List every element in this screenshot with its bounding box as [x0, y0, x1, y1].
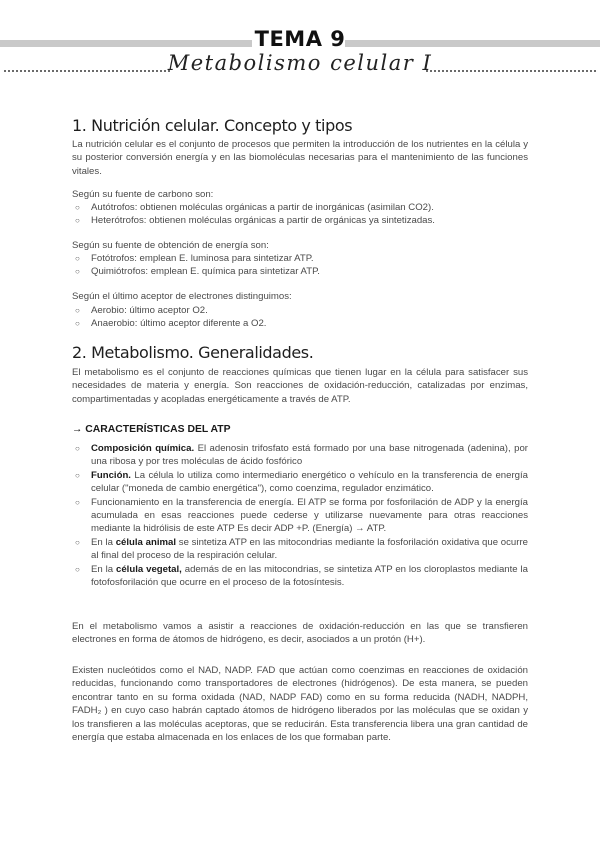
list-item: ○ En la célula animal se sintetiza ATP en las mitocondrias mediante la fosforilación oxidativa que ocurre al final del proceso de la respiración celular.: [75, 536, 528, 562]
redox-paragraph: En el metabolismo vamos a asistir a reacciones de oxidación-reducción en las que se transfieren electrones en forma de átomos de hidrógeno, es decir, asociados a un protón (H+).: [72, 621, 528, 646]
list-item: ○ Funcionamiento en la transferencia de energía. El ATP se forma por fosforilación de ADP y la energía acumulada en esas reacciones puede cederse y utilizarse nuevamente para otras reacciones mediante la hidrólisis de este ATP Es decir ADP +P. (Energía) → ATP.: [75, 496, 528, 535]
section1-intro: La nutrición celular es el conjunto de procesos que permiten la introducción de los nutrientes en la célula y su posterior conversión energía y en las biomoléculas necesarias para el mantenimiento de las funciones vitales.: [72, 139, 528, 177]
bullet-icon: ○: [75, 306, 80, 315]
bullet-icon: ○: [75, 537, 80, 547]
list-item: ○ Composición química. El adenosin trifosfato está formado por una base nitrogenada (adenina), por una ribosa y por tres moléculas de ácido fosfórico: [75, 443, 528, 468]
bullet-icon: ○: [75, 203, 80, 212]
list-item: ○ Anaerobio: último aceptor diferente a O2.: [75, 318, 267, 330]
list-item: ○ Función. La célula lo utiliza como intermediario energético o vehículo en la transferencia de energía celular ("moneda de cambio energética"), como coenzima, regulador enzimático.: [75, 469, 528, 495]
carbon-label: Según su fuente de carbono son:: [72, 189, 214, 200]
atp-list: [72, 442, 528, 589]
section1-heading: 1. Nutrición celular. Concepto y tipos: [72, 116, 353, 135]
page-title: TEMA 9: [254, 27, 346, 51]
list-item: ○ Fotótrofos: emplean E. luminosa para sintetizar ATP.: [75, 253, 314, 264]
bullet-icon: ○: [75, 216, 80, 226]
energy-list: [72, 252, 528, 279]
bullet-icon: ○: [75, 564, 80, 574]
list-item: ○ Heterótrofos: obtienen moléculas orgánicas a partir de orgánicas ya sintetizadas.: [75, 215, 435, 227]
list-item: ○ Autótrofos: obtienen moléculas orgánicas a partir de inorgánicas (asimilan CO2).: [75, 202, 434, 213]
carbon-list: [72, 201, 528, 228]
list-item: ○ Aerobio: último aceptor O2.: [75, 305, 208, 316]
page-subtitle: Metabolismo celular I: [167, 51, 433, 75]
bullet-icon: ○: [75, 319, 80, 329]
section2-intro: El metabolismo es el conjunto de reacciones químicas que tienen lugar en la célula para satisfacer sus necesidades de materia y energía. Son reacciones de oxidación-reducción, catalizadas por enzimas, compartimentadas y acopladas energéticamente a través de ATP.: [72, 367, 528, 405]
bullet-icon: ○: [75, 497, 80, 507]
bullet-icon: ○: [75, 444, 80, 453]
acceptor-list: [72, 304, 528, 331]
list-item: ○ Quimiótrofos: emplean E. química para sintetizar ATP.: [75, 266, 320, 278]
nucleotides-paragraph: Existen nucleótidos como el NAD, NADP. FAD que actúan como coenzimas en reacciones de oxidación reducidas, funcionando como transportadores de electrones (hidrógenos). De esta manera, se pueden encontrar tanto en su forma oxidada (NAD, NADP FAD) como en su forma reducida (NADH, NADPH, FADH₂ ) en cuyo caso habrán captado átomos de hidrógeno liberados por las moléculas que se oxidan y los transfieren a las moléculas aceptoras, que se reducirán. Esta transferencia libera una gran cantidad de energía que estaba almacenada en los enlaces de los que formaban parte.: [72, 665, 528, 744]
list-item: ○ En la célula vegetal, además de en las mitocondrias, se sintetiza ATP en los cloroplastos mediante la fotofosforilación que ocurre en el proceso de la fotosíntesis.: [75, 563, 528, 589]
acceptor-label: Según el último aceptor de electrones distinguimos:: [72, 291, 292, 302]
atp-heading: → CARACTERÍSTICAS DEL ATP: [72, 424, 231, 435]
section2-heading: 2. Metabolismo. Generalidades.: [72, 343, 314, 362]
bullet-icon: ○: [75, 267, 80, 277]
bullet-icon: ○: [75, 254, 80, 263]
energy-label: Según su fuente de obtención de energía son:: [72, 240, 269, 251]
bullet-icon: ○: [75, 470, 80, 480]
